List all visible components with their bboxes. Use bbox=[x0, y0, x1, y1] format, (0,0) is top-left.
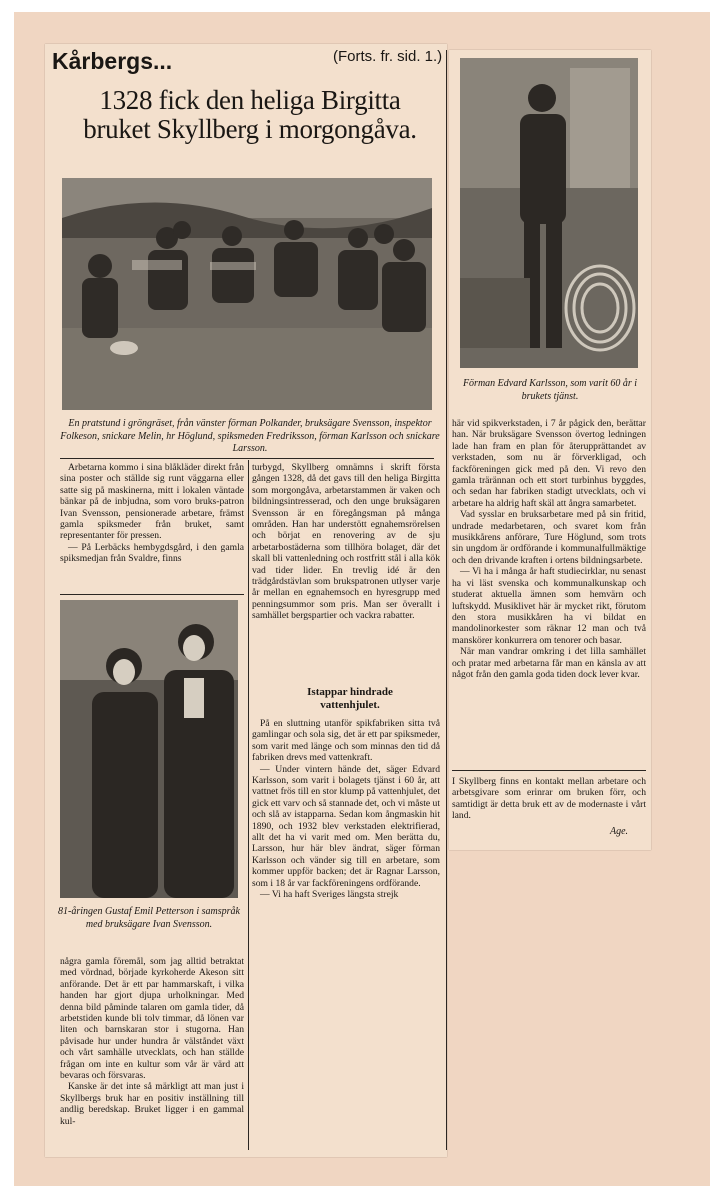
column-2-top bbox=[252, 462, 440, 622]
column-1-bottom bbox=[60, 956, 244, 1127]
paragraph: några gamla föremål, som jag alltid betraktat med vördnad, började kyrkoherde Akeson sitt anförande. Det är ett par hammarskaft, i vilka handen har gjort djupa urholkningar. Med denna bild påminde talaren om gamla tider, då arbetstiden kunde bli tolv timmar, då lönen var liten och barnskaran stor i stugorna. Han påvisade hur under hundra år välståndet växt och vårt samhälle utvecklats, och han ställde frågan om inte en kultur som vår är värd att bevaras och försvaras. bbox=[60, 956, 244, 1082]
group-photo-caption: En pratstund i gröngräset, från vänster förman Polkander, bruksägare Svensson, inspektor Folkeson, snickare Melin, hr Höglund, spiksmeden Fredriksson, förman Karlsson och snickare Larsson. bbox=[60, 418, 440, 454]
column-2-bottom bbox=[252, 718, 440, 901]
headline-line-2: bruket Skyllberg i morgongåva. bbox=[83, 114, 417, 144]
paragraph: När man vandrar omkring i det lilla samhället och pratar med arbetarna får man en känsla av att något från den gamla goda tiden dock lever kvar. bbox=[452, 646, 646, 680]
paragraph: Vad sysslar en bruksarbetare med på sin fritid, undrade medarbetaren, och svaret kom från musikkårens anförare, Ture Höglund, som trots sin ungdom är ordförande i kommunalfullmäktige och den drivande kraften i ortens bildningsarbete. bbox=[452, 509, 646, 566]
subheading: Istappar hindrade vattenhjulet. bbox=[307, 686, 393, 711]
column-rule-1 bbox=[248, 460, 249, 1150]
headline-line-1: 1328 fick den heliga Birgitta bbox=[99, 85, 401, 115]
continuation-note: (Forts. fr. sid. 1.) bbox=[333, 48, 443, 65]
caption-rule bbox=[60, 458, 434, 459]
paragraph: — Under vintern hände det, säger Edvard Karlsson, som varit i bolagets tjänst i 60 år, att vattnet frös till en stor klump på vattenhjulet, det gick ett varv och så stannade det, och vi måste ut och slå av istapparna. Sedan kom ångmaskin hit 1890, och 1932 blev verkstaden elektrifierad, allt det ha vi varit med om. Men berätta du, Larsson, hur här blev ändrat, säger förman Karlsson och vänder sig till en arbetare, som kommer uppför backen; det är Ragnar Larsson, som i 18 år var fackföreningens ordförande. bbox=[252, 763, 440, 889]
paragraph: turbygd, Skyllberg omnämns i skrift första gången 1328, då det gavs till den heliga Birgitta som morgongåva, arbetarstammen är vaken och bildningsintresserad, och den unge bruksägaren Svensson är en föregångsman på många områden. Han har understött egnahemsrörelsen och börjat en renovering av de sju arbetarbostäderna som tillhöra bolaget, där det skall bli vattenledning och rostfritt stål i alla kök vad tider lider. En trevlig idé är den trädgårdstävlan som brukspatronen utlyser varje år mellan en egnahemsoch en hyresgrupp med penningsummor som pris. Man ser överallt i samhället bergspartier och vackra rabatter. bbox=[252, 462, 440, 622]
portrait-photo-caption: Förman Edvard Karlsson, som varit 60 år i brukets tjänst. bbox=[462, 378, 638, 402]
paragraph: Arbetarna kommo i sina blåkläder direkt från sina poster och ställde sig runt väggarna eller satte sig på maskinerna, mitt i lokalen väntade bänkar på de inbjudna, som voro bruks-patron Ivan Svensson, pensionerade arbetare, främst gamla spiksmeder från bruket, samt representanter för pressen. bbox=[60, 462, 244, 542]
elder-photo-caption: 81-åringen Gustaf Emil Petterson i samspråk med bruksägare Ivan Svensson. bbox=[58, 906, 240, 930]
paragraph: — Vi ha i många år haft studiecirklar, nu senast ha vi läst svenska och kommunalkunskap och studerat aktuella ämnen som hemvärn och luftskydd. Musiklivet här är mycket rikt, förutom den stora musikkåren ha vi bildat en mandolinorkester som räknar 12 man och två manskörer konkurrera om tenorer och basar. bbox=[452, 566, 646, 646]
elder-photo bbox=[60, 600, 238, 898]
col1-rule bbox=[60, 594, 244, 595]
paragraph: — Vi ha haft Sveriges längsta strejk bbox=[260, 889, 399, 901]
column-rule-2 bbox=[446, 50, 447, 1150]
paragraph: På en sluttning utanför spikfabriken sitta två gamlingar och sola sig, det är ett par spiksmeder, som varit med länge och som minnas den tid då fabriken drevs med vattenkraft. bbox=[252, 718, 440, 764]
paragraph: — På Lerbäcks hembygdsgård, i den gamla spiksmedjan från Svaldre, finns bbox=[60, 541, 244, 565]
group-photo bbox=[62, 178, 432, 410]
paragraph: I Skyllberg finns en kontakt mellan arbetare och arbetsgivare som erinrar om bruken förr, och samtidigt är detta bruk ett av de modernaste i vårt land. bbox=[452, 776, 646, 822]
kicker: Kårbergs... bbox=[52, 48, 173, 74]
column-1-top bbox=[60, 462, 244, 565]
headline bbox=[58, 86, 442, 144]
portrait-photo bbox=[460, 58, 638, 368]
column-3 bbox=[452, 418, 646, 680]
column-3-end bbox=[452, 776, 646, 822]
paragraph: Kanske är det inte så märkligt att man just i Skyllbergs bruk har en positiv inställning till andlig beredskap. Bruket ligger i en gammal kul- bbox=[60, 1081, 244, 1127]
paragraph: här vid spikverkstaden, i 7 år pågick den, berättar han. När bruksägare Svensson övertog ledningen lade han fram en plan för återupprättandet av verkstaden, som nu är förverkligad, och fackföreningen gick med på den. Vi revo den gamla trärännan och ett stort turbinhus byggdes, och sedan har fabriken stadigt utvecklats, och vi arbetare ha aldrig haft skäl att ångra samarbetet. bbox=[452, 418, 646, 509]
signature: Age. bbox=[610, 826, 629, 837]
col3-rule bbox=[452, 770, 646, 771]
